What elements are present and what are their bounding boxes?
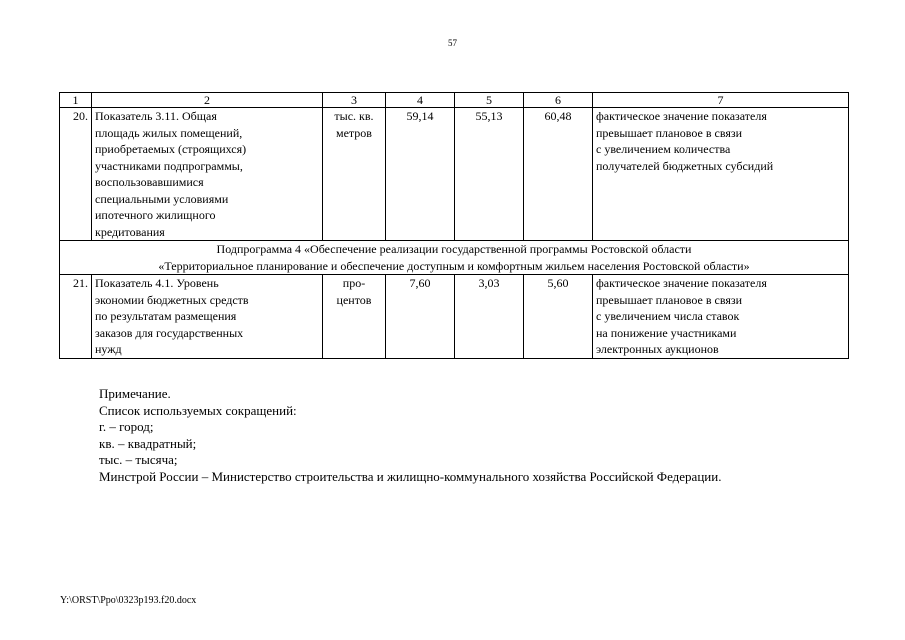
header-cell-4: 4 [386, 93, 455, 108]
indicator-name-line: приобретаемых (строящихся) [95, 142, 247, 156]
header-cell-7: 7 [593, 93, 849, 108]
indicator-name-line: заказов для государственных [95, 325, 244, 340]
value-col6: 60,48 [524, 108, 593, 241]
unit-cell [323, 108, 386, 241]
table-row-21 [60, 275, 849, 359]
comment-line: превышает плановое в связи [596, 125, 743, 140]
comment-line: с увеличением количества [596, 142, 731, 156]
unit-line: центов [336, 292, 372, 307]
indicators-table [59, 92, 849, 359]
indicator-name [92, 108, 323, 241]
abbreviation-item: тыс. – тысяча; [99, 452, 178, 467]
indicator-name [92, 275, 323, 359]
subprogram-row [60, 241, 849, 275]
comment-line: с увеличением числа ставок [596, 309, 740, 323]
comment-line: превышает плановое в связи [596, 292, 743, 307]
page-number: 57 [448, 38, 457, 48]
indicator-name-line: участниками подпрограммы, [95, 158, 243, 173]
header-cell-1: 1 [60, 93, 92, 108]
comment-line: электронных аукционов [596, 342, 719, 356]
indicator-name-line: экономии бюджетных средств [95, 292, 249, 307]
value-col4: 59,14 [386, 108, 455, 241]
value-col5: 55,13 [455, 108, 524, 241]
indicator-name-line: воспользовавшимися [95, 175, 204, 189]
header-cell-2: 2 [92, 93, 323, 108]
unit-line: тыс. кв. [334, 109, 374, 123]
value-col4: 7,60 [386, 275, 455, 359]
footer-file-path: Y:\ORST\Ppo\0323p193.f20.docx [60, 595, 197, 606]
indicator-name-line: Показатель 3.11. Общая [95, 109, 217, 123]
indicator-name-line: специальными условиями [95, 191, 229, 206]
abbreviation-item: г. – город; [99, 419, 154, 434]
value-col6: 5,60 [524, 275, 593, 359]
header-cell-6: 6 [524, 93, 593, 108]
unit-line: про- [342, 276, 366, 290]
indicator-name-line: ипотечного жилищного [95, 208, 216, 222]
comment-line: фактическое значение показателя [596, 109, 767, 123]
abbreviation-item: кв. – квадратный; [99, 435, 197, 451]
indicator-name-line: Показатель 4.1. Уровень [95, 276, 219, 290]
notes-section [99, 386, 859, 485]
indicator-name-line: площадь жилых помещений, [95, 125, 243, 140]
header-cell-5: 5 [455, 93, 524, 108]
comment-line: на понижение участниками [596, 325, 737, 340]
unit-line: метров [336, 125, 372, 140]
comment-line: получателей бюджетных субсидий [596, 158, 774, 173]
table-header-row [60, 93, 849, 108]
indicator-name-line: нужд [95, 342, 122, 356]
value-col5: 3,03 [455, 275, 524, 359]
row-number: 21. [60, 275, 92, 359]
header-cell-3: 3 [323, 93, 386, 108]
indicator-name-line: кредитования [95, 224, 165, 239]
comment-cell [593, 108, 849, 241]
comment-cell [593, 275, 849, 359]
unit-cell [323, 275, 386, 359]
row-number: 20. [60, 108, 92, 241]
abbreviation-item: Минстрой России – Министерство строительства и жилищно-коммунального хозяйства Российской Федерации. [99, 468, 722, 484]
subprogram-line: Подпрограмма 4 «Обеспечение реализации государственной программы Ростовской области [216, 242, 692, 256]
note-heading: Примечание. [99, 386, 171, 401]
table-row-20 [60, 108, 849, 241]
abbreviations-heading: Список используемых сокращений: [99, 402, 297, 418]
indicator-name-line: по результатам размещения [95, 309, 237, 323]
comment-line: фактическое значение показателя [596, 276, 767, 290]
subprogram-title [60, 241, 849, 275]
subprogram-line: «Территориальное планирование и обеспечение доступным и комфортным жильем населения Ростовской области» [158, 258, 750, 273]
